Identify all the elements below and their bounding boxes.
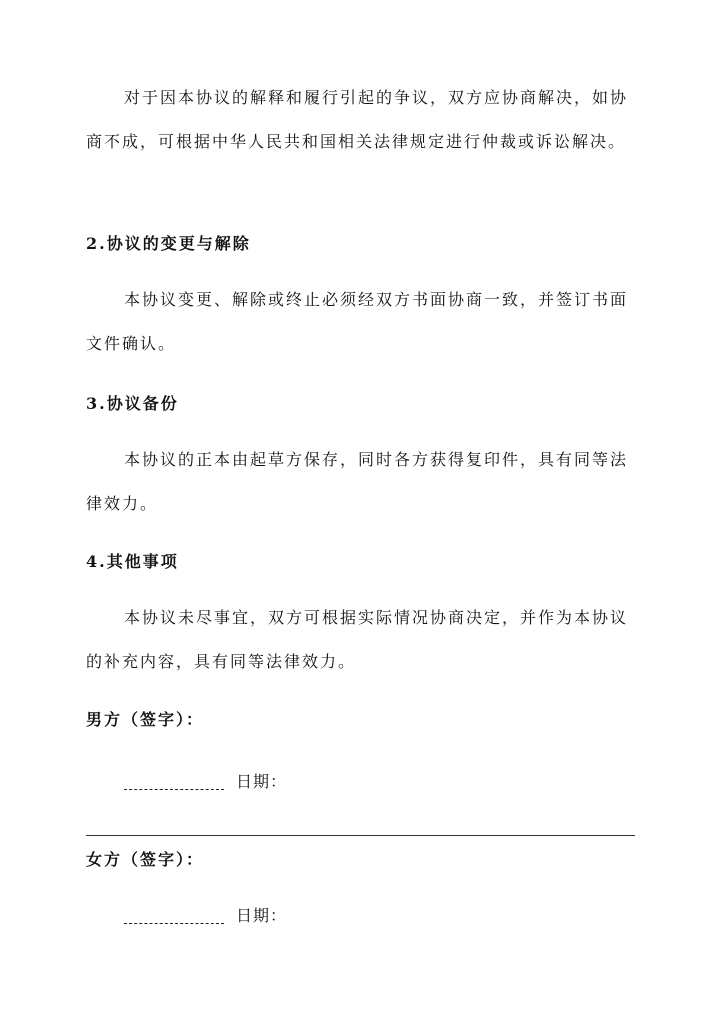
other-paragraph — [86, 596, 634, 684]
copies-heading: 3.协议备份 — [86, 394, 179, 413]
amend-text: 本协议变更、解除或终止必须经双方书面协商一致，并签订书面文件确认。 — [86, 290, 629, 353]
male-signature-field[interactable] — [124, 775, 224, 790]
dispute-paragraph — [86, 76, 634, 164]
female-signature-field[interactable] — [124, 909, 224, 924]
other-text: 本协议未尽事宜，双方可根据实际情况协商决定，并作为本协议的补充内容，具有同等法律效力。 — [86, 608, 629, 671]
copies-text: 本协议的正本由起草方保存，同时各方获得复印件，具有同等法律效力。 — [86, 450, 629, 513]
female-signature-label: 女方（签字）： — [86, 850, 205, 869]
male-date-label: 日期： — [236, 772, 288, 791]
copies-paragraph — [86, 438, 634, 526]
section-divider — [86, 835, 635, 836]
dispute-text: 对于因本协议的解释和履行引起的争议，双方应协商解决，如协商不成，可根据中华人民共和国相关法律规定进行仲裁或诉讼解决。 — [86, 88, 629, 151]
amend-heading: 2.协议的变更与解除 — [86, 234, 251, 253]
amend-paragraph — [86, 278, 634, 366]
female-date-label: 日期： — [236, 906, 288, 925]
female-signature-line — [124, 904, 287, 928]
other-heading: 4.其他事项 — [86, 552, 179, 571]
male-signature-line — [124, 770, 287, 794]
male-signature-label: 男方（签字）： — [86, 710, 205, 729]
